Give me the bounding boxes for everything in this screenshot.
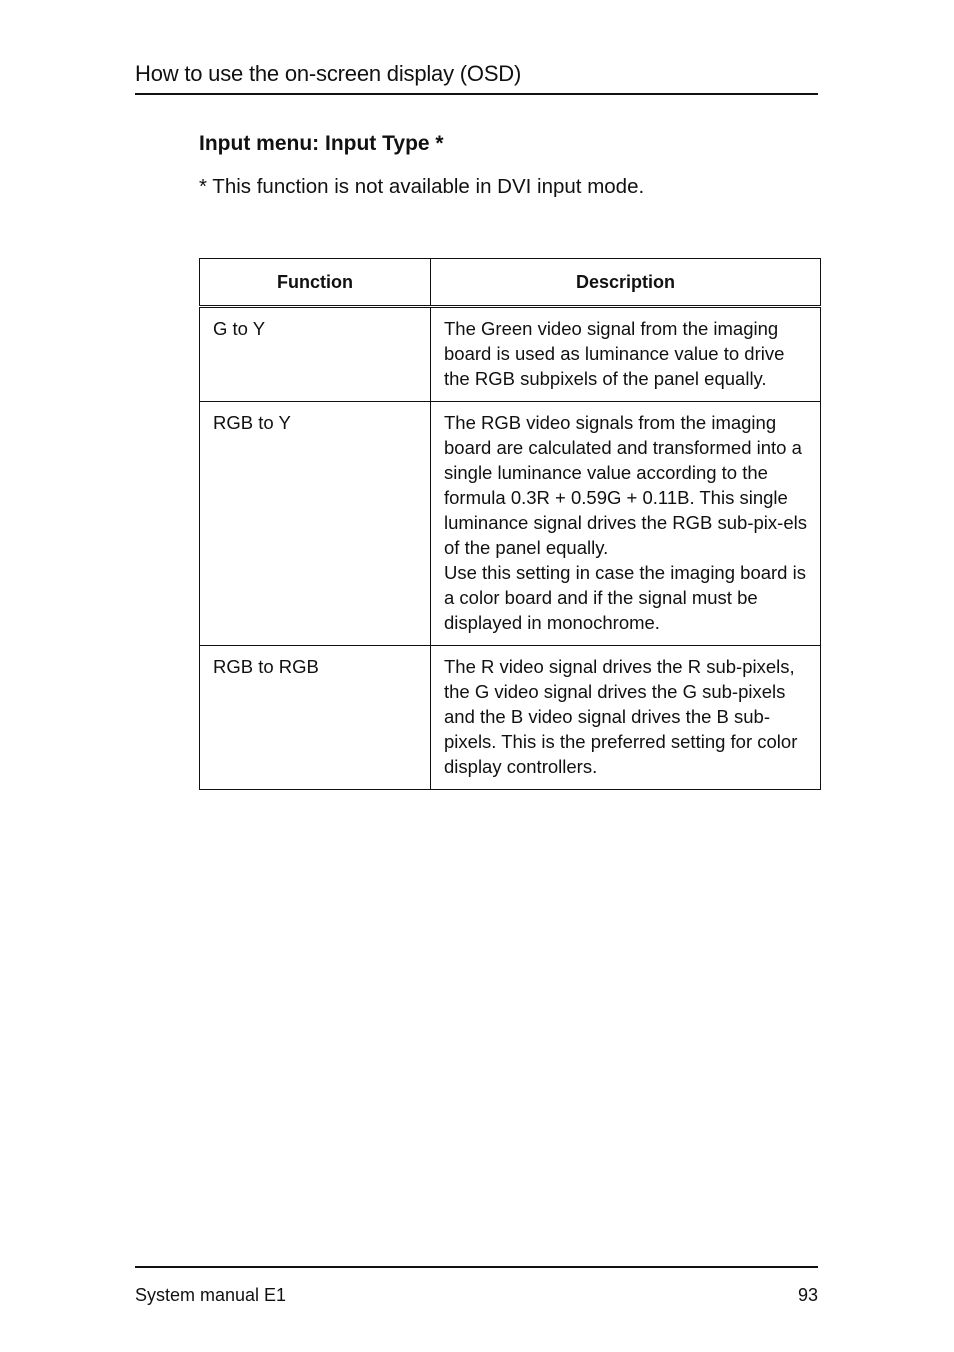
column-header-function: Function	[200, 259, 431, 307]
description-text: Use this setting in case the imaging board is a color board and if the signal must be displayed in monochrome.	[444, 562, 806, 633]
description-text: The RGB video signals from the imaging board are calculated and transformed into a single luminance value according to the formula 0.3R + 0.59G + 0.11B. This single luminance signal drives the RGB sub-pix-els of the panel equally.	[444, 412, 807, 558]
description-cell	[431, 402, 821, 646]
table-row	[200, 646, 821, 790]
page-number: 93	[797, 1285, 818, 1305]
section-title: Input menu: Input Type *	[199, 132, 444, 155]
function-cell: RGB to RGB	[200, 646, 431, 790]
table-row	[200, 307, 821, 402]
footer-manual-name: System manual E1	[135, 1285, 287, 1305]
table-header-row	[200, 259, 821, 307]
function-cell: RGB to Y	[200, 402, 431, 646]
description-cell	[431, 307, 821, 402]
column-header-description: Description	[431, 259, 821, 307]
header-divider	[135, 93, 818, 95]
running-head: How to use the on-screen display (OSD)	[135, 61, 522, 86]
availability-note: * This function is not available in DVI input mode.	[199, 175, 645, 198]
footer-divider	[135, 1266, 818, 1268]
description-text: The R video signal drives the R sub-pixels, the G video signal drives the G sub-pixels and the B video signal drives the B sub-pixels. This is the preferred setting for color display controllers.	[444, 656, 798, 777]
table-row	[200, 402, 821, 646]
description-cell	[431, 646, 821, 790]
description-text: The Green video signal from the imaging board is used as luminance value to drive the RGB subpixels of the panel equally.	[444, 318, 785, 389]
input-type-table	[199, 258, 821, 790]
function-cell: G to Y	[200, 307, 431, 402]
